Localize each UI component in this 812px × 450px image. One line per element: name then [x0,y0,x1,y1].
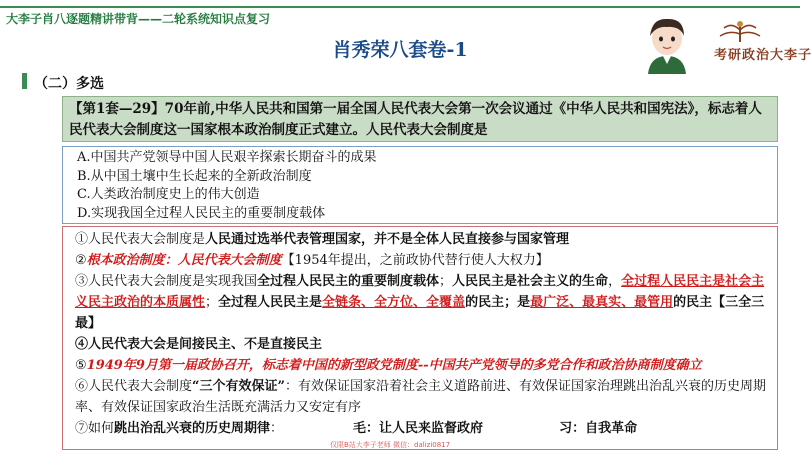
note-text: ， [608,274,622,289]
note-text: ； [205,295,219,310]
option-b: B.从中国土壤中生长起来的全新政治制度 [77,168,312,184]
note-text: ② [75,253,87,268]
note-text: ： [270,421,284,436]
note-emphasis: 的民主；是 [465,295,531,310]
note-highlight: 全过程人民民主是社会主义民主政治的本质属性 [75,274,765,310]
page-title: 肖秀荣八套卷-1 [332,39,468,61]
avatar-illustration-icon [636,14,698,74]
note-highlight: 根本政治制度：人民代表大会制度 [86,253,282,268]
note-emphasis: 的民主【三全三最】 [75,295,765,331]
logo [636,14,812,74]
note-emphasis: “三个有效保证” [192,379,285,394]
question-text: 【第1套—29】70年前,中华人民共和国第一届全国人民代表大会第一次会议通过《中华人民共和国宪法》，标志着人民代表大会制度这一国家根本政治制度正式建立。人民代表大会制度是 [69,101,762,138]
logo-text: 考研政治大李子 [714,48,812,63]
note-text: ⑤ [75,358,87,373]
watermark: 仅限B站大李子老师 微信：dalizi0817 [330,441,451,449]
note-text: ； [439,274,453,289]
note-emphasis: 人民通过选举代表管理国家，并不是全体人民直接参与国家管理 [205,232,570,247]
note-highlight: 1949年9月第一届政协召开，标志着中国的新型政党制度--中国共产党领导的多党合作和政治协商制度确立 [86,358,702,373]
note-text: ⑦如何 [75,421,115,436]
option-a: A.中国共产党领导中国人民艰辛探索长期奋斗的成果 [77,150,377,165]
note-line-5 [75,355,771,376]
note-text: ⑥人民代表大会制度 [75,379,193,394]
note-line-6 [75,376,771,418]
section-marker [22,73,27,89]
logo-tree-icon [710,18,770,44]
note-line-2 [75,250,771,271]
question-box [62,96,778,142]
option-c: C.人类政治制度史上的伟大创造 [77,187,260,202]
header-banner: 大李子肖八逐题精讲带背——二轮系统知识点复习 [6,12,271,26]
note-line-4 [75,334,771,355]
note-line-7 [75,418,771,439]
note-emphasis: 跳出治乱兴衰的历史周期律 [114,421,271,436]
answer-notes-box [62,226,778,450]
note-text: 【1954年提出，之前政协代替行使人大权力】 [281,253,549,268]
note-line-3 [75,271,771,334]
header-divider [0,6,800,8]
note-line-1 [75,229,771,250]
note-highlight: 全链条、全方位、全覆盖 [322,295,466,310]
note-emphasis: ④人民代表大会是间接民主、不是直接民主 [75,337,323,352]
note-emphasis: 毛：让人民来监督政府 [353,421,484,436]
note-text: ：有效保证国家沿着社会主义道路前进、有效保证国家治理跳出治乱兴衰的历史周期率、有效保证国家政治生活既充满活力又安定有序 [75,379,766,415]
note-emphasis: 全过程人民民主是 [218,295,323,310]
note-text: ③人民代表大会制度是实现我国 [75,274,258,289]
note-highlight: 最广泛、最真实、最管用 [530,295,674,310]
option-d: D.实现我国全过程人民民主的重要制度载体 [77,205,326,221]
note-emphasis: 全过程人民民主的重要制度载体 [257,274,440,289]
options-box [62,146,778,224]
note-emphasis: 习：自我革命 [559,421,638,436]
note-emphasis: 人民民主是社会主义的生命 [452,274,609,289]
note-text: ①人民代表大会制度是 [75,232,206,247]
section-title: （二）多选 [34,76,104,92]
